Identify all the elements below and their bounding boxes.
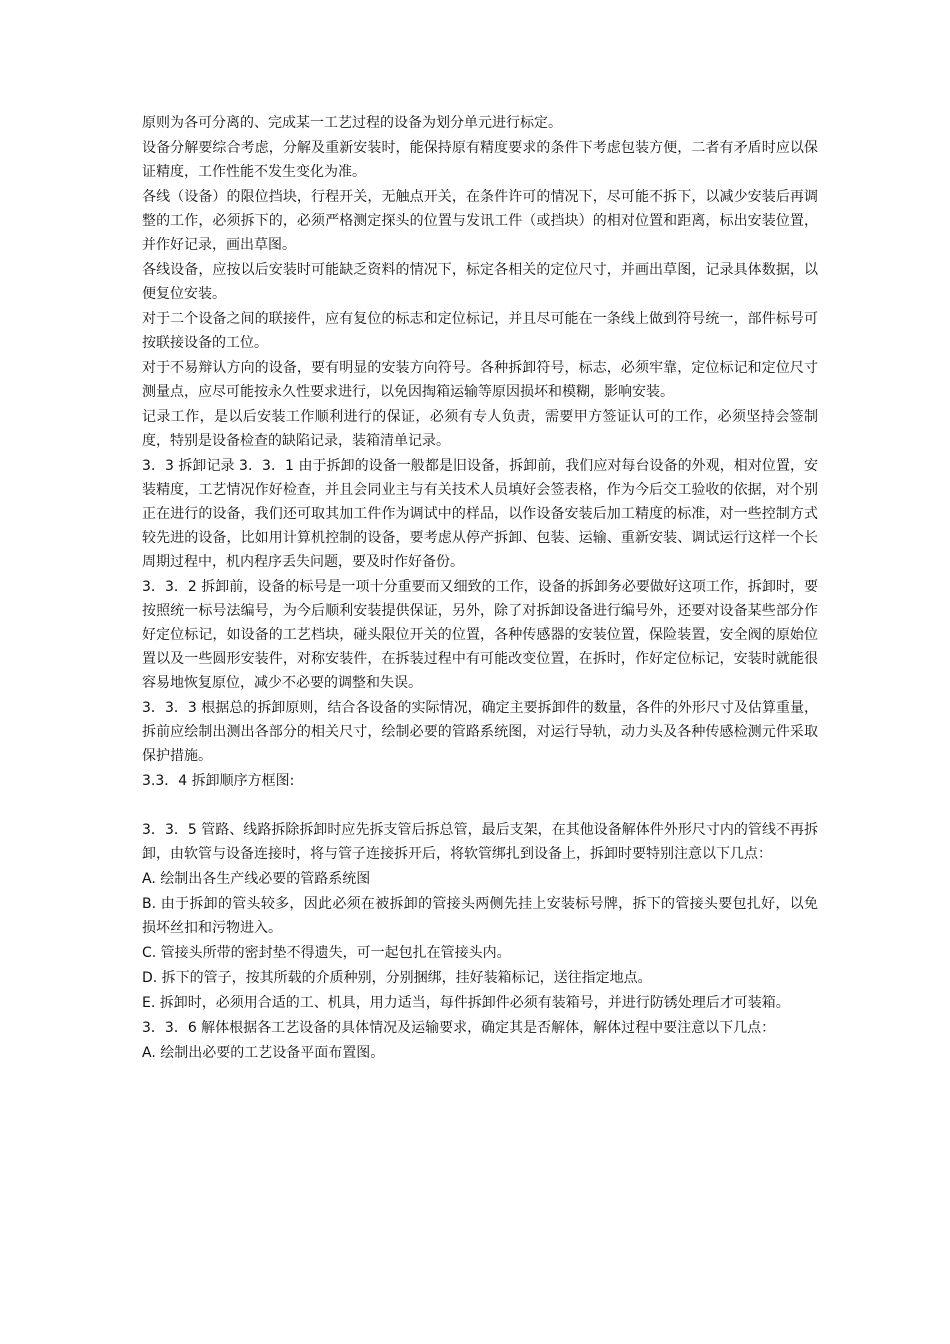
paragraph-9: 3．3．2 拆卸前，设备的标号是一项十分重要而又细致的工作，设备的拆卸务必要做好这项工作，拆卸时，要按照统一标号法编号，为今后顺利安装提供保证，另外，除了对拆卸设备进行编号外，还要对设备某些部分作好定位标记，如设备的工艺档块，碰头限位开关的位置，各种传感器的安装位置，保险装置，安全阀的原始位置以及一些圆形安装件，对称安装件，在拆装过程中有可能改变位置，在拆时，作好定位标记，安装时就能很容易地恢复原位，减少不必要的调整和失误。	[142, 579, 818, 691]
paragraph-6: 对于不易辩认方向的设备，要有明显的安装方向符号。各种拆卸符号，标志，必须牢靠，定位标记和定位尺寸测量点，应尽可能按永久性要求进行，以免因掏箱运输等原因损坏和模糊，影响安装。	[142, 360, 818, 400]
paragraph-8: 3．3 拆卸记录 3．3．1 由于拆卸的设备一般都是旧设备，拆卸前，我们应对每台设备的外观，相对位置，安装精度，工艺情况作好检查，并且会同业主与有关技术人员填好会签表格，作为今后交工验收的依据，对个别正在进行的设备，我们还可取其加工件作为调试中的样品，以作设备安装后加工精度的标准，对一些控制方式较先进的设备，比如用计算机控制的设备，要考虑从停产拆卸、包装、运输、重新安装、调试运行这样一个长周期过程中，机内程序丢失问题，要及时作好备份。	[142, 458, 818, 570]
paragraph-7: 记录工作，是以后安装工作顺利进行的保证，必须有专人负责，需要甲方签证认可的工作，必须坚持会签制度，特别是设备检查的缺陷记录，装箱清单记录。	[142, 409, 818, 449]
list-item-d: D. 拆下的管子，按其所载的介质种别，分别捆绑，挂好装箱标记，送往指定地点。	[142, 970, 652, 986]
section-heading-flowchart: 3.3．4 拆卸顺序方框图:	[142, 773, 295, 789]
paragraph-4: 各线设备，应按以后安装时可能缺乏资料的情况下，标定各相关的定位尺寸，并画出草图，记录具体数据，以便复位安装。	[142, 262, 818, 302]
list-item-a-2: A. 绘制出必要的工艺设备平面布置图。	[142, 1045, 385, 1061]
paragraph-1: 原则为各可分离的、完成某一工艺过程的设备为划分单元进行标定。	[142, 115, 562, 131]
paragraph-10: 3．3．3 根据总的拆卸原则，结合各设备的实际情况，确定主要拆卸件的数量，各件的外形尺寸及估算重量，拆前应绘制出测出各部分的相关尺寸，绘制必要的管路系统图，对运行导轨，动力头及各种传感检测元件采取保护措施。	[142, 700, 818, 764]
list-item-b: B. 由于拆卸的管头较多，因此必须在被拆卸的管接头两侧先挂上安装标号牌，拆下的管接头要包扎好，以免损坏丝扣和污物进入。	[142, 896, 818, 936]
list-item-e: E. 拆卸时，必须用合适的工、机具，用力适当，每件拆卸件必须有装箱号，并进行防锈处理后才可装箱。	[142, 995, 790, 1011]
paragraph-18: 3．3．6 解体根据各工艺设备的具体情况及运输要求，确定其是否解体，解体过程中要注意以下几点：	[142, 1020, 776, 1036]
paragraph-12: 3．3．5 管路、线路拆除拆卸时应先拆支管后拆总管，最后支架，在其他设备解体件外形尺寸内的管线不再拆卸，由软管与设备连接时，将与管子连接拆开后，将软管绑扎到设备上，拆卸时要特别注意以下几点：	[142, 822, 818, 862]
paragraph-2: 设备分解要综合考虑，分解及重新安装时，能保持原有精度要求的条件下考虑包装方便，二者有矛盾时应以保证精度，工作性能不发生变化为准。	[142, 140, 818, 180]
paragraph-5: 对于二个设备之间的联接件，应有复位的标志和定位标记，并且尽可能在一条线上做到符号统一，部件标号可按联接设备的工位。	[142, 311, 818, 351]
blank-line	[142, 794, 818, 818]
paragraph-3: 各线（设备）的限位挡块，行程开关，无触点开关，在条件许可的情况下，尽可能不拆下，以减少安装后再调整的工作，必须拆下的，必须严格测定探头的位置与发讯工件（或挡块）的相对位置和距离，标出安装位置，并作好记录，画出草图。	[142, 189, 818, 253]
document-body	[142, 111, 818, 1066]
list-item-a: A. 绘制出各生产线必要的管路系统图	[142, 871, 371, 887]
list-item-c: C. 管接头所带的密封垫不得遗失，可一起包扎在管接头内。	[142, 945, 511, 961]
